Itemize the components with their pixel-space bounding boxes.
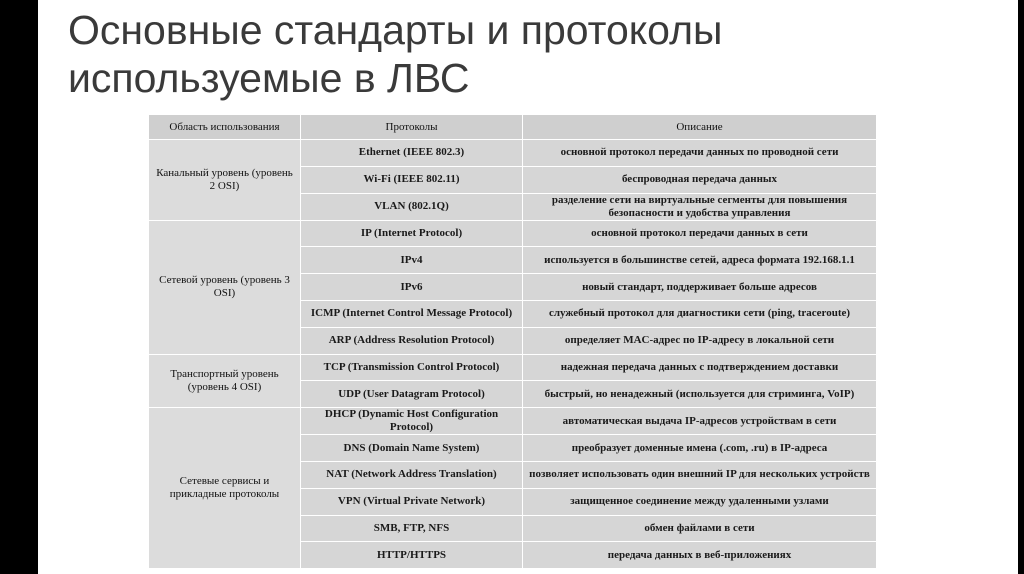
- slide-title: [68, 6, 968, 102]
- table-row: [149, 140, 877, 167]
- protocol-cell: TCP (Transmission Control Protocol): [301, 354, 523, 381]
- description-cell: быстрый, но ненадежный (используется для стриминга, VoIP): [523, 381, 877, 408]
- description-cell: разделение сети на виртуальные сегменты для повышения безопасности и удобства управления: [523, 193, 877, 220]
- description-cell: новый стандарт, поддерживает больше адресов: [523, 274, 877, 301]
- protocol-cell: IPv6: [301, 274, 523, 301]
- protocol-cell: ICMP (Internet Control Message Protocol): [301, 300, 523, 327]
- protocol-cell: VPN (Virtual Private Network): [301, 488, 523, 515]
- description-cell: беспроводная передача данных: [523, 166, 877, 193]
- description-cell: преобразует доменные имена (.com, .ru) в IP-адреса: [523, 435, 877, 462]
- description-cell: передача данных в веб-приложениях: [523, 542, 877, 569]
- description-cell: позволяет использовать один внешний IP для нескольких устройств: [523, 461, 877, 488]
- area-cell: Канальный уровень (уровень 2 OSI): [149, 140, 301, 221]
- protocol-cell: ARP (Address Resolution Protocol): [301, 327, 523, 354]
- protocol-cell: Ethernet (IEEE 802.3): [301, 140, 523, 167]
- header-area: Область использования: [149, 115, 301, 140]
- slide-title-line-2: используемые в ЛВС: [68, 55, 470, 101]
- description-cell: защищенное соединение между удаленными узлами: [523, 488, 877, 515]
- description-cell: используется в большинстве сетей, адреса формата 192.168.1.1: [523, 247, 877, 274]
- header-description: Описание: [523, 115, 877, 140]
- protocol-cell: IPv4: [301, 247, 523, 274]
- description-cell: служебный протокол для диагностики сети (ping, traceroute): [523, 300, 877, 327]
- protocol-cell: IP (Internet Protocol): [301, 220, 523, 247]
- protocol-cell: NAT (Network Address Translation): [301, 461, 523, 488]
- protocol-cell: SMB, FTP, NFS: [301, 515, 523, 542]
- table-row: [149, 354, 877, 381]
- header-protocols: Протоколы: [301, 115, 523, 140]
- table-row: [149, 408, 877, 435]
- area-cell: Транспортный уровень (уровень 4 OSI): [149, 354, 301, 408]
- description-cell: автоматическая выдача IP-адресов устройствам в сети: [523, 408, 877, 435]
- left-accent-bar: [0, 0, 38, 574]
- description-cell: основной протокол передачи данных в сети: [523, 220, 877, 247]
- table-row: [149, 220, 877, 247]
- protocol-cell: DNS (Domain Name System): [301, 435, 523, 462]
- protocol-cell: HTTP/HTTPS: [301, 542, 523, 569]
- description-cell: обмен файлами в сети: [523, 515, 877, 542]
- table-header-row: [149, 115, 877, 140]
- protocol-cell: VLAN (802.1Q): [301, 193, 523, 220]
- area-cell: Сетевые сервисы и прикладные протоколы: [149, 408, 301, 569]
- protocol-cell: DHCP (Dynamic Host Configuration Protocol): [301, 408, 523, 435]
- protocol-cell: UDP (User Datagram Protocol): [301, 381, 523, 408]
- slide-title-line-1: Основные стандарты и протоколы: [68, 7, 723, 53]
- description-cell: надежная передача данных с подтверждением доставки: [523, 354, 877, 381]
- right-edge-strip: [1018, 0, 1024, 574]
- area-cell: Сетевой уровень (уровень 3 OSI): [149, 220, 301, 354]
- protocol-cell: Wi-Fi (IEEE 802.11): [301, 166, 523, 193]
- description-cell: определяет MAC-адрес по IP-адресу в локальной сети: [523, 327, 877, 354]
- standards-table: [148, 114, 877, 569]
- description-cell: основной протокол передачи данных по проводной сети: [523, 140, 877, 167]
